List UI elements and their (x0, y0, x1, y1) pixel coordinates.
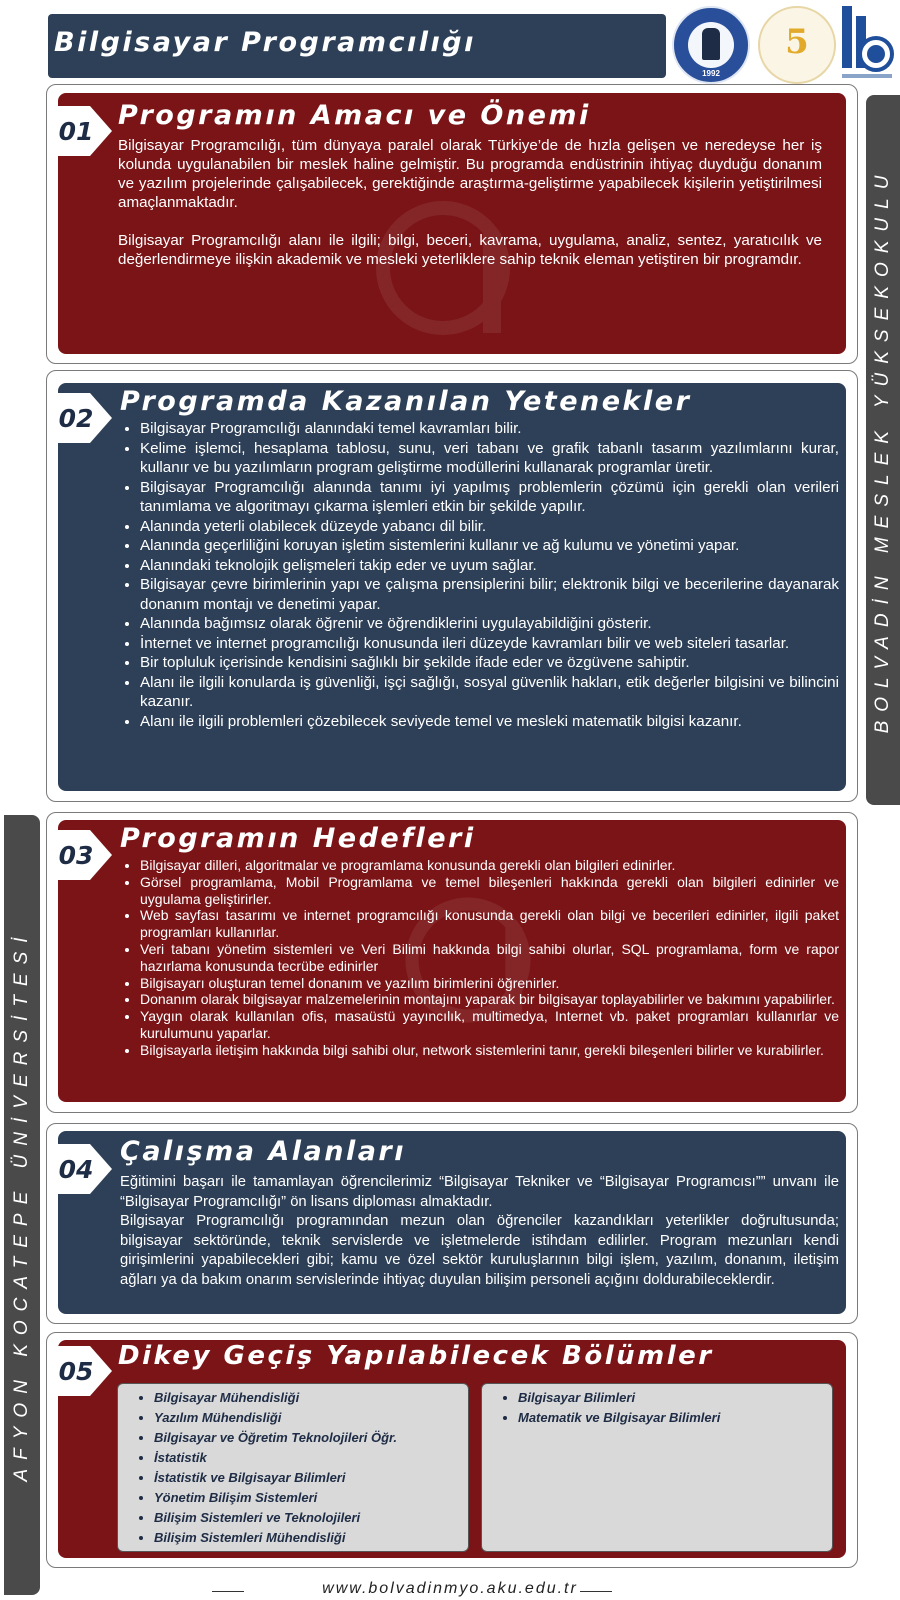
list-item: • İstatistik ve Bilgisayar Bilimleri (154, 1468, 468, 1488)
fifth-anniversary-logo: 5 (758, 6, 836, 84)
list-item: • İnternet ve internet programcılığı konusunda ileri düzeyde kavramları bilir ve web siteleri tasarlar. (140, 634, 839, 654)
paragraph: Bilgisayar Programcılığı alanı ile ilgili; bilgi, beceri, kavrama, uygulama, analiz, sentez, yaratıcılık ve değerlendirmeye ilişkin akademik ve mesleki yeterliklere sahip teknik eleman yetiştiren bir programdır. (118, 232, 822, 268)
section-01-number-badge (56, 102, 114, 160)
section-04-text (120, 1173, 839, 1290)
website-url: www.bolvadinmyo.aku.edu.tr (322, 1580, 578, 1597)
list-item: • İstatistik (154, 1448, 468, 1468)
list-item: • Görsel programlama, Mobil Programlama ve temel bileşenleri hakkında gerekli olan bilgileri edinirler ve uygulama geliştirirler. (140, 874, 839, 908)
list-item: • Bilişim Sistemleri ve Teknolojileri (154, 1508, 468, 1528)
section-03-list (120, 857, 839, 1059)
university-name-sidebar (4, 815, 40, 1595)
list-item: • Bilgisayar dilleri, algoritmalar ve programlama konusunda gerekli olan bilgileri edinirler. (140, 857, 839, 874)
svg-text:03: 03 (58, 841, 94, 870)
section-01-title: Programın Amacı ve Önemi (118, 100, 591, 131)
section-04-number-badge (56, 1140, 114, 1198)
list-item: • Alanında bağımsız olarak öğrenir ve öğrendiklerini uygulayabildiğini gösterir. (140, 614, 839, 634)
list-item: • Bilgisayarı oluşturan temel donanım ve yazılım birimlerini öğrenirler. (140, 975, 839, 992)
list-item: • Bilgisayar Bilimleri (518, 1388, 832, 1408)
list-item: • Bilgisayar ve Öğretim Teknolojileri Öğr. (154, 1428, 468, 1448)
list-item: • Bir topluluk içerisinde kendisini sağlıklı bir şekilde ifade eder ve özgüvene sahiptir. (140, 653, 839, 673)
section-02-title: Programda Kazanılan Yetenekler (120, 386, 692, 417)
title-banner (48, 14, 666, 78)
section-01-text (118, 136, 822, 269)
list-item: • Alanında yeterli olabilecek düzeyde yabancı dil bilir. (140, 517, 839, 537)
list-item: • Alanı ile ilgili konularda iş güvenliği, işçi sağlığı, sosyal güvenlik hakları, etik değerler bilgisini ve bilincini kazanır. (140, 673, 839, 712)
section-03-title: Programın Hedefleri (120, 823, 476, 854)
list-item: • Donanım olarak bilgisayar malzemelerinin montajını yaparak bir bilgisayar toplayabilirler ve bakımını yapabilirler. (140, 991, 839, 1008)
school-name-sidebar (866, 95, 900, 805)
list-item: • Veri tabanı yönetim sistemleri ve Veri Bilimi hakkında bilgi sahibi olurlar, SQL programlama, form ve rapor hazırlama konusunda tecrübe edinirler (140, 941, 839, 975)
list-item: • Bilgisayar Programcılığı alanında tanımı iyi yapılmış problemlerin çözümü için gerekli olan verileri tanımlama ve algoritmayı çıkarma işlemleri etkin bir şekilde yapılır. (140, 478, 839, 517)
list-item: • Yazılım Mühendisliği (154, 1408, 468, 1428)
paragraph: Eğitimini başarı ile tamamlayan öğrencilerimiz “Bilgisayar Tekniker ve “Bilgisayar Programcısı”” unvanı ile “Bilgisayar Programcılığı” ön lisans diploması almaktadır. (120, 1174, 839, 1210)
list-item: • Bilişim Sistemleri Mühendisliği (154, 1528, 468, 1548)
section-03-number-badge (56, 826, 114, 884)
list-item: • Web sayfası tasarımı ve internet programcılığı konusunda gerekli olan bilgi ve becerileri edinirler, ilgili paket programları kullanırlar. (140, 907, 839, 941)
list-item: • Alanındaki teknolojik gelişmeleri takip eder ve uyum sağlar. (140, 556, 839, 576)
svg-text:05: 05 (58, 1357, 94, 1386)
paragraph: Bilgisayar Programcılığı programından mezun olan öğrenciler kazandıkları yeterlikler doğrultusunda; bilgisayar sektöründe, teknik servislerde ve işletmelerde istihdam edilirler. Program mezunları kendi girişimlerini yapabilecekleri gibi; kamu ve özel sektör kuruluşlarının bilgi işlem, yazılım, donanım, iletişim ağları ya da bakım onarım servislerinde ihtiyaç duyulan bilişim personeli açığını doldurabileceklerdir. (120, 1213, 839, 1288)
list-item: • Matematik ve Bilgisayar Bilimleri (518, 1408, 832, 1428)
svg-text:02: 02 (58, 404, 94, 433)
svg-text:01: 01 (58, 117, 94, 146)
section-02-number-badge (56, 389, 114, 447)
section-05-title: Dikey Geçiş Yapılabilecek Bölümler (118, 1341, 714, 1371)
degree-list-left (117, 1383, 469, 1552)
afyon-kocatepe-university-logo: 1992 (672, 6, 750, 84)
list-item: • Bilgisayar Programcılığı alanındaki temel kavramları bilir. (140, 419, 839, 439)
paragraph: Bilgisayar Programcılığı, tüm dünyaya paralel olarak Türkiye’de de hızla gelişen ve neredeyse her iş kolunda uygulanabilen bir meslek haline gelmiştir. Bu programda endüstrinin ihtiyaç duyduğu donanım ve yazılım projelerinde çalışabilecek, gerektiğinde araştırma-geliştirme yapabilecek kişilerin yetiştirilmesi amaçlanmaktadır. (118, 137, 822, 211)
university-name: AFYON KOCATEPE ÜNİVERSİTESİ (11, 928, 32, 1482)
list-item: • Bilgisayar çevre birimlerinin yapı ve çalışma prensiplerini bilir; elektronik bilgi ve becerilerine dayanarak donanım montajı ve denetimi yapar. (140, 575, 839, 614)
list-item: • Alanında geçerliliğini koruyan işletim sistemlerini kullanır ve ağ kulumu ve yönetimi yapar. (140, 536, 839, 556)
svg-text:04: 04 (58, 1155, 94, 1184)
page-title: Bilgisayar Programcılığı (54, 27, 476, 58)
footer-divider (580, 1591, 612, 1592)
list-item: • Yaygın olarak kullanılan ofis, masaüstü yayıncılık, multimedya, Internet vb. paket programları kullanırlar ve kurulumunu yaparlar. (140, 1008, 839, 1042)
section-02-list (120, 419, 839, 731)
list-item: • Yönetim Bilişim Sistemleri (154, 1488, 468, 1508)
bolvadin-myo-logo (840, 2, 896, 88)
school-name: BOLVADİN MESLEK YÜKSEKOKULU (872, 166, 893, 734)
section-04-title: Çalışma Alanları (120, 1136, 407, 1167)
degree-list-right (481, 1383, 833, 1552)
list-item: • Alanı ile ilgili problemleri çözebilecek seviyede temel ve mesleki matematik bilgisi kazanır. (140, 712, 839, 732)
list-item: • Bilgisayar Mühendisliği (154, 1388, 468, 1408)
footer (0, 1580, 900, 1600)
section-05-number-badge (56, 1342, 114, 1400)
list-item: • Bilgisayarla iletişim hakkında bilgi sahibi olur, network sistemlerini tanır, gerekli bileşenleri bilirler ve kurabilirler. (140, 1042, 839, 1059)
list-item: • Kelime işlemci, hesaplama tablosu, sunu, veri tabanı ve grafik tabanlı tasarım yazılımlarını kurar, kullanır ve bu yazılımların program geliştirme modüllerini kullanarak programlar üretir. (140, 439, 839, 478)
